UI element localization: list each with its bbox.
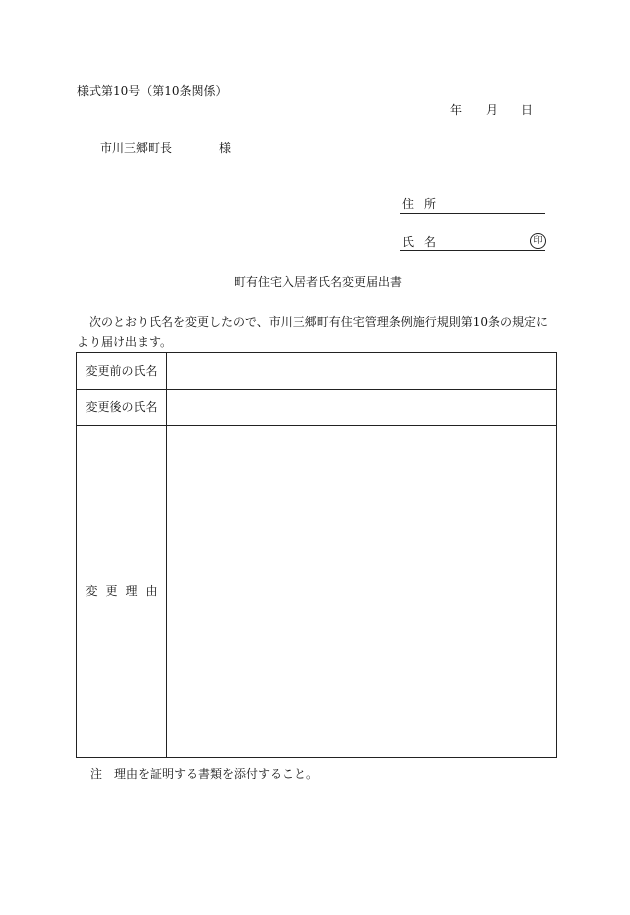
table-label-reason-text: 変更理由 (85, 584, 166, 598)
table-row-reason (77, 425, 556, 757)
table-label-name-after: 変更後の氏名 (77, 389, 167, 425)
form-table (76, 352, 557, 758)
table-row-name-before (77, 353, 556, 390)
addressee-honorific: 様 (219, 141, 232, 155)
seal-icon: 印 (530, 233, 546, 249)
addressee-name: 市川三郷町長 (100, 141, 173, 155)
address-field-line[interactable] (400, 213, 545, 214)
address-label: 住所 (402, 197, 447, 211)
footer-note: 注 理由を証明する書類を添付すること。 (90, 767, 319, 781)
document-body: 次のとおり氏名を変更したので、市川三郷町有住宅管理条例施行規則第10条の規定により届け出ます。 (77, 315, 549, 349)
date-year-label: 年 (450, 103, 463, 117)
form-number: 様式第10号（第10条関係） (77, 84, 228, 98)
table-row-name-after (77, 389, 556, 426)
name-label: 氏名 (402, 235, 447, 249)
date-day-label: 日 (521, 103, 534, 117)
name-field-line[interactable] (400, 250, 545, 251)
table-label-reason (77, 425, 167, 757)
document-title: 町有住宅入居者氏名変更届出書 (234, 275, 403, 289)
table-label-name-before: 変更前の氏名 (77, 353, 167, 389)
date-month-label: 月 (486, 103, 499, 117)
